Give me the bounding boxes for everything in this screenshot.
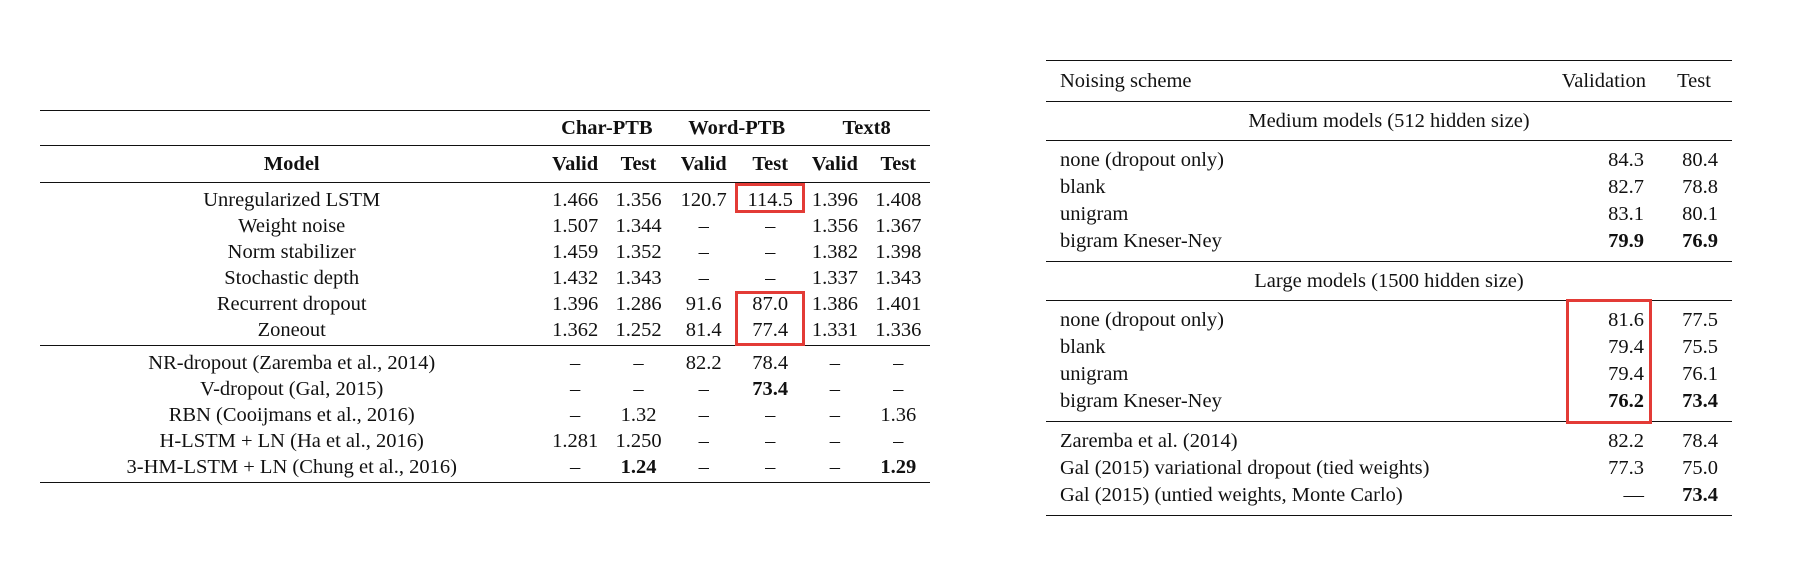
- scheme-name: bigram Kneser-Ney: [1060, 230, 1222, 252]
- score-cell: –: [893, 352, 904, 374]
- score-cell: 1.344: [615, 215, 662, 237]
- score-cell: 120.7: [680, 189, 727, 211]
- score-cell: –: [765, 215, 776, 237]
- score-cell: 1.337: [811, 267, 858, 289]
- model-name: RBN (Cooijmans et al., 2016): [168, 404, 415, 426]
- model-name: NR-dropout (Zaremba et al., 2014): [148, 352, 436, 374]
- table-row: [1046, 141, 1732, 175]
- model-name: Recurrent dropout: [216, 293, 367, 315]
- validation-cell: 76.2: [1608, 390, 1644, 412]
- score-cell: 1.24: [620, 456, 657, 478]
- score-cell: 1.386: [811, 293, 858, 315]
- results-table-right: [1046, 60, 1732, 516]
- validation-cell: —: [1623, 484, 1644, 506]
- score-cell: 1.362: [552, 319, 599, 341]
- score-cell: 114.5: [747, 189, 793, 211]
- group-char-ptb: Char-PTB: [561, 117, 653, 139]
- header-empty: [40, 111, 543, 146]
- scheme-name: none (dropout only): [1060, 149, 1224, 171]
- score-cell: –: [765, 267, 776, 289]
- score-cell: –: [829, 456, 841, 478]
- section-prior: [40, 346, 930, 483]
- model-name: Unregularized LSTM: [203, 189, 381, 211]
- column-char-test: Test: [620, 153, 657, 175]
- table-row: [1046, 455, 1732, 482]
- score-cell: 1.356: [811, 215, 858, 237]
- score-cell: –: [765, 241, 776, 263]
- table-row: [1046, 422, 1732, 456]
- scheme-name: none (dropout only): [1060, 309, 1224, 331]
- score-cell: 91.6: [685, 293, 722, 315]
- validation-cell: 82.7: [1608, 176, 1644, 198]
- table-row: [1046, 361, 1732, 388]
- scheme-name: bigram Kneser-Ney: [1060, 390, 1222, 412]
- score-cell: –: [698, 241, 709, 263]
- score-cell: 1.29: [880, 456, 917, 478]
- table-row: [40, 428, 930, 454]
- model-name: Zoneout: [257, 319, 326, 341]
- score-cell: 73.4: [752, 378, 789, 400]
- score-cell: 1.408: [875, 189, 922, 211]
- test-cell: 78.4: [1682, 430, 1718, 452]
- score-cell: 1.367: [875, 215, 922, 237]
- score-cell: 1.336: [875, 319, 922, 341]
- table-row: [1046, 334, 1732, 361]
- test-cell: 73.4: [1682, 484, 1718, 506]
- model-name: Weight noise: [238, 215, 346, 237]
- table-row: [40, 346, 930, 377]
- scheme-name: blank: [1060, 336, 1106, 358]
- score-cell: 1.398: [875, 241, 922, 263]
- score-cell: –: [698, 267, 709, 289]
- scheme-name: Zaremba et al. (2014): [1060, 430, 1238, 452]
- scheme-name: unigram: [1060, 203, 1129, 225]
- validation-cell: 83.1: [1608, 203, 1644, 225]
- table-row: [40, 213, 930, 239]
- model-name: Stochastic depth: [224, 267, 360, 289]
- score-cell: 1.343: [875, 267, 922, 289]
- score-cell: –: [570, 456, 581, 478]
- score-cell: 1.396: [552, 293, 599, 315]
- score-cell: –: [698, 404, 709, 426]
- table-row: [40, 402, 930, 428]
- score-cell: –: [765, 456, 776, 478]
- score-cell: 1.281: [552, 430, 599, 452]
- section-title-medium: Medium models (512 hidden size): [1248, 110, 1530, 132]
- score-cell: –: [570, 352, 581, 374]
- score-cell: 1.507: [552, 215, 599, 237]
- score-cell: 1.396: [811, 189, 858, 211]
- scheme-name: Gal (2015) variational dropout (tied weights): [1060, 457, 1430, 479]
- score-cell: –: [633, 352, 644, 374]
- table-row: [1046, 482, 1732, 516]
- table-row: [1046, 174, 1732, 201]
- model-name: Norm stabilizer: [227, 241, 356, 263]
- score-cell: 78.4: [752, 352, 789, 374]
- test-cell: 77.5: [1682, 309, 1718, 331]
- group-text8: Text8: [842, 117, 891, 139]
- model-name: V-dropout (Gal, 2015): [200, 378, 384, 400]
- scheme-name: blank: [1060, 176, 1106, 198]
- column-validation: Validation: [1561, 70, 1646, 92]
- table-row: [1046, 201, 1732, 228]
- column-char-valid: Valid: [552, 153, 599, 175]
- model-name: 3-HM-LSTM + LN (Chung et al., 2016): [126, 456, 457, 478]
- score-cell: –: [698, 378, 709, 400]
- score-cell: 1.459: [552, 241, 599, 263]
- test-cell: 75.5: [1682, 336, 1718, 358]
- section-large: [1046, 301, 1732, 422]
- section-baselines: [1046, 422, 1732, 516]
- score-cell: 1.343: [615, 267, 662, 289]
- table-row: [1046, 228, 1732, 262]
- score-cell: –: [633, 378, 644, 400]
- score-cell: –: [765, 404, 776, 426]
- score-cell: –: [570, 404, 581, 426]
- column-word-test: Test: [752, 153, 789, 175]
- test-cell: 73.4: [1682, 390, 1718, 412]
- score-cell: –: [893, 378, 904, 400]
- validation-cell: 79.9: [1608, 230, 1644, 252]
- test-cell: 75.0: [1682, 457, 1718, 479]
- table-row: [40, 454, 930, 483]
- table-row: [40, 239, 930, 265]
- score-cell: 1.286: [615, 293, 662, 315]
- column-noising-scheme: Noising scheme: [1060, 70, 1192, 92]
- column-text8-valid: Valid: [811, 153, 858, 175]
- score-cell: 1.250: [615, 430, 662, 452]
- validation-cell: 84.3: [1608, 149, 1644, 171]
- score-cell: 1.32: [620, 404, 657, 426]
- score-cell: –: [698, 456, 709, 478]
- score-cell: 87.0: [752, 293, 789, 315]
- test-cell: 80.4: [1682, 149, 1718, 171]
- column-text8-test: Test: [880, 153, 917, 175]
- score-cell: –: [698, 215, 709, 237]
- test-cell: 80.1: [1682, 203, 1718, 225]
- score-cell: –: [829, 352, 841, 374]
- score-cell: 1.356: [615, 189, 662, 211]
- validation-cell: 81.6: [1608, 309, 1644, 331]
- score-cell: –: [829, 404, 841, 426]
- score-cell: 1.382: [811, 241, 858, 263]
- score-cell: 1.36: [880, 404, 917, 426]
- table-row: [1046, 301, 1732, 335]
- score-cell: 1.352: [615, 241, 662, 263]
- section-title-large: Large models (1500 hidden size): [1254, 270, 1524, 292]
- group-word-ptb: Word-PTB: [688, 117, 786, 139]
- scheme-name: Gal (2015) (untied weights, Monte Carlo): [1060, 484, 1403, 506]
- score-cell: 1.401: [875, 293, 922, 315]
- table-row: [1046, 388, 1732, 422]
- score-cell: –: [829, 378, 841, 400]
- column-test: Test: [1677, 70, 1711, 92]
- score-cell: 82.2: [685, 352, 722, 374]
- scheme-name: unigram: [1060, 363, 1129, 385]
- score-cell: 1.252: [615, 319, 662, 341]
- validation-cell: 82.2: [1608, 430, 1644, 452]
- validation-cell: 79.4: [1608, 363, 1644, 385]
- column-model: Model: [263, 153, 320, 175]
- score-cell: 1.331: [811, 319, 858, 341]
- section-ours: [40, 183, 930, 346]
- validation-cell: 77.3: [1608, 457, 1644, 479]
- score-cell: –: [698, 430, 709, 452]
- section-medium: [1046, 141, 1732, 262]
- score-cell: 77.4: [752, 319, 789, 341]
- score-cell: 1.466: [552, 189, 599, 211]
- score-cell: –: [893, 430, 904, 452]
- table-row: [40, 376, 930, 402]
- test-cell: 78.8: [1682, 176, 1718, 198]
- model-name: H-LSTM + LN (Ha et al., 2016): [159, 430, 424, 452]
- test-cell: 76.1: [1682, 363, 1718, 385]
- results-table-left: [40, 110, 930, 483]
- validation-cell: 79.4: [1608, 336, 1644, 358]
- table-row: [40, 291, 930, 317]
- score-cell: –: [829, 430, 841, 452]
- score-cell: 1.432: [552, 267, 599, 289]
- score-cell: –: [570, 378, 581, 400]
- table-row: [40, 183, 930, 214]
- table-row: [40, 265, 930, 291]
- test-cell: 76.9: [1682, 230, 1718, 252]
- score-cell: 81.4: [685, 319, 722, 341]
- score-cell: –: [765, 430, 776, 452]
- column-word-valid: Valid: [680, 153, 727, 175]
- table-row: [40, 317, 930, 346]
